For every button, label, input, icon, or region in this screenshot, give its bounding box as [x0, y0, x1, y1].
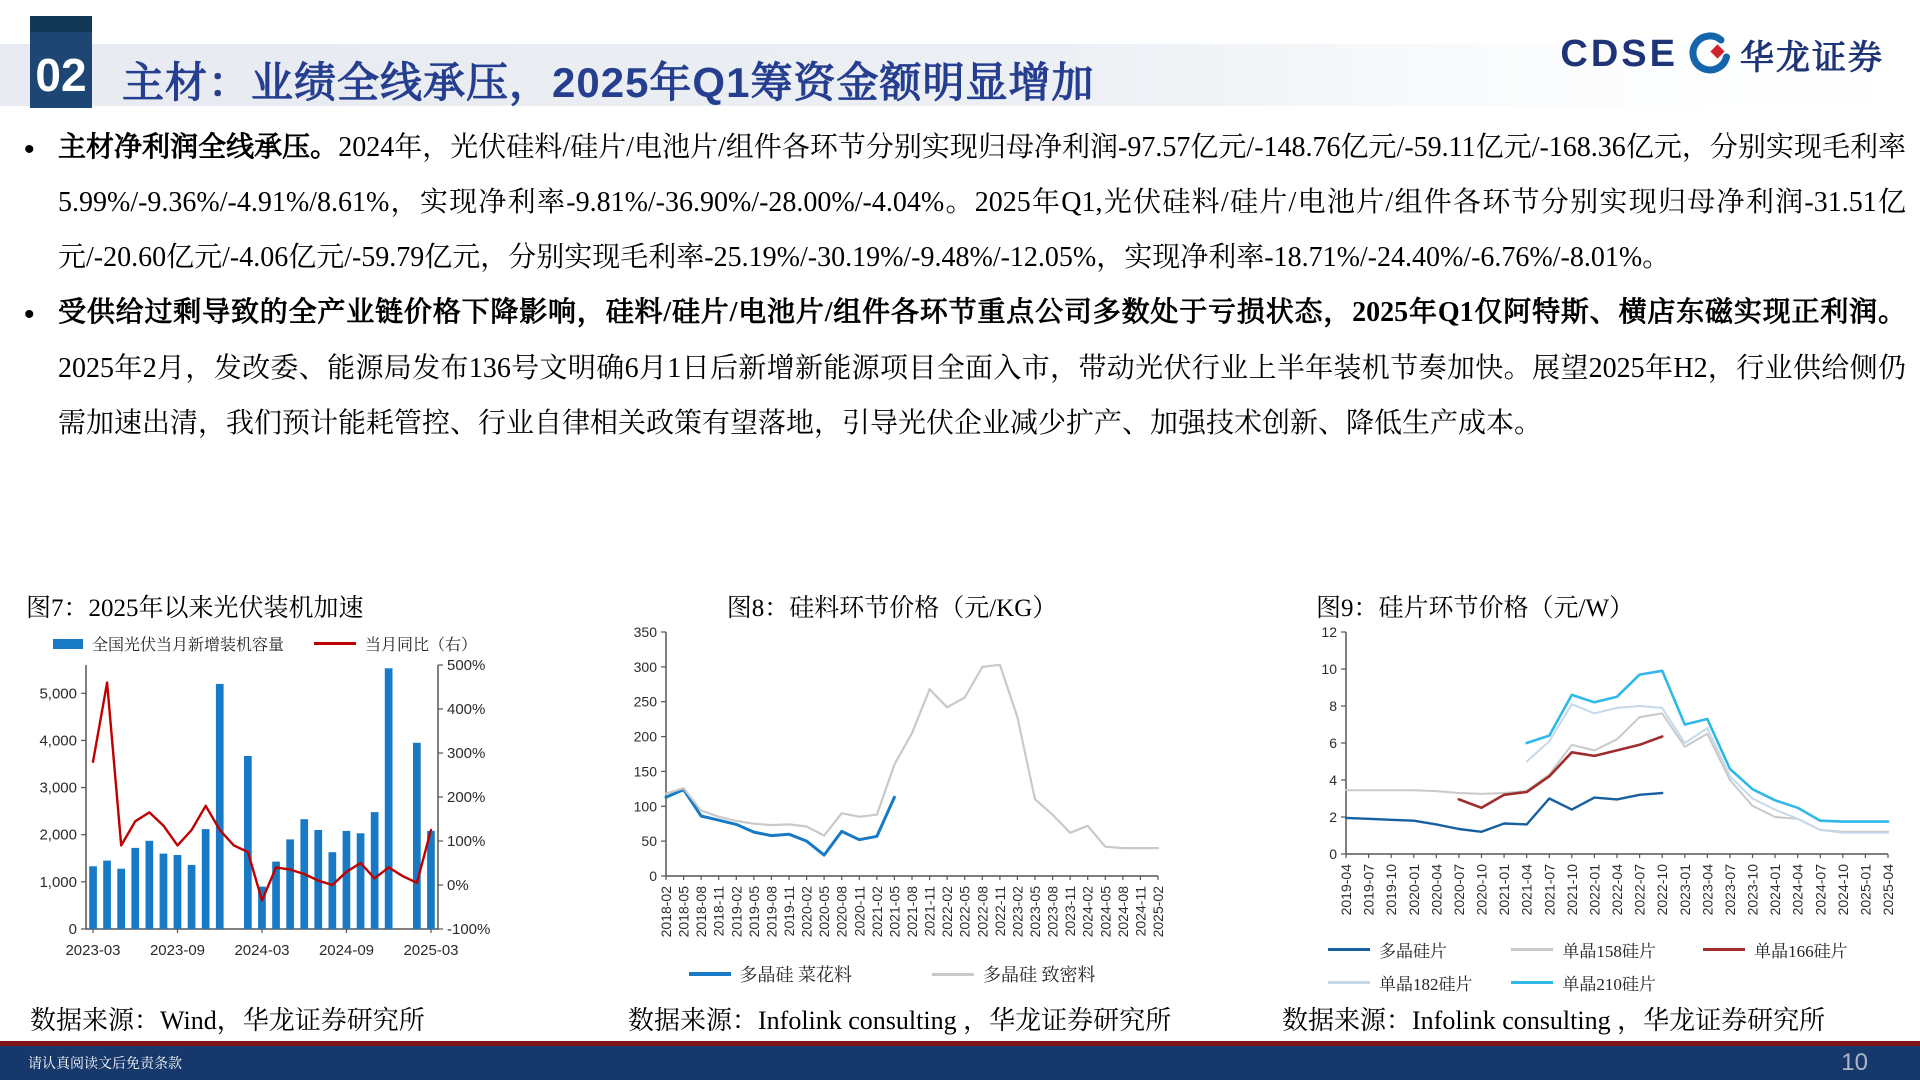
chart8-canvas [612, 624, 1172, 956]
company-logo [1560, 30, 1884, 79]
svg-text:0: 0 [649, 868, 657, 884]
svg-text:2019-05: 2019-05 [745, 886, 762, 938]
svg-text:2024-02: 2024-02 [1079, 886, 1096, 938]
svg-text:300%: 300% [447, 745, 486, 762]
svg-text:2022-05: 2022-05 [956, 886, 973, 938]
bullet-text: 2024年，光伏硅料/硅片/电池片/组件各环节分别实现归母净利润-97.57亿元/-148.76亿元/-59.11亿元/-168.36亿元，分别实现毛利率5.99%/-9.36%/-4.91%/8.61%，实现净利率-9.81%/-36.90%/-28.00%/-4.04%。2025年Q1,光伏硅料/硅片/电池片/组件各环节分别实现归母净利润-31.51亿元/-20.60亿元/-4.06亿元/-59.79亿元，分别实现毛利率-25.19%/-30.19%/-9.48%/-12.05%，实现净利率-18.71%/-24.40%/-6.76%/-8.01%。 [58, 132, 1906, 274]
svg-text:100: 100 [633, 798, 657, 815]
svg-text:8: 8 [1329, 698, 1337, 714]
bullet-text-bold: 主材净利润全线承压。 [58, 132, 339, 163]
svg-text:2020-02: 2020-02 [798, 886, 815, 938]
svg-text:300: 300 [633, 658, 657, 675]
svg-text:50: 50 [641, 833, 657, 850]
legend-item [1328, 970, 1505, 995]
footer-bar [0, 1046, 1920, 1080]
legend-item [1511, 970, 1697, 995]
legend-item [53, 632, 284, 655]
legend-label: 单晶182硅片 [1379, 975, 1473, 994]
svg-text:2019-07: 2019-07 [1360, 864, 1377, 916]
section-number-badge [30, 16, 92, 108]
svg-text:2022-08: 2022-08 [974, 886, 991, 938]
svg-text:2023-11: 2023-11 [1062, 886, 1079, 937]
chart-wafer-price [1298, 588, 1906, 995]
legend-item [1328, 937, 1505, 962]
svg-text:2024-01: 2024-01 [1767, 864, 1784, 916]
svg-text:2022-01: 2022-01 [1586, 864, 1603, 916]
legend-label: 当月同比（右） [365, 637, 478, 654]
svg-text:150: 150 [633, 763, 657, 780]
bar-swatch [53, 639, 83, 649]
chart-pv-installations [26, 588, 504, 972]
svg-text:2024-08: 2024-08 [1114, 886, 1131, 938]
svg-text:1,000: 1,000 [39, 873, 77, 891]
svg-text:2020-04: 2020-04 [1428, 864, 1445, 916]
svg-text:2018-11: 2018-11 [710, 886, 727, 937]
svg-text:-100%: -100% [447, 921, 491, 938]
source-chart7: 数据来源：Wind，华龙证券研究所 [30, 1006, 425, 1035]
svg-text:2025-02: 2025-02 [1150, 886, 1166, 938]
line-swatch [932, 973, 974, 976]
legend-label: 多晶硅 菜花料 [739, 965, 852, 985]
svg-text:4: 4 [1329, 772, 1337, 788]
svg-text:10: 10 [1321, 661, 1337, 677]
svg-text:400%: 400% [447, 701, 486, 718]
svg-text:12: 12 [1321, 624, 1337, 640]
svg-text:2023-02: 2023-02 [1009, 886, 1026, 938]
svg-text:2018-08: 2018-08 [693, 886, 710, 938]
legend-item [314, 632, 477, 655]
svg-text:3,000: 3,000 [39, 779, 77, 797]
bullet-text-bold: 受供给过剩导致的全产业链价格下降影响，硅料/硅片/电池片/组件各环节重点公司多数处于亏损状态，2025年Q1仅阿特斯、横店东磁实现正利润。 [58, 297, 1906, 329]
line-swatch [314, 642, 356, 645]
svg-text:6: 6 [1329, 735, 1337, 751]
svg-text:2021-02: 2021-02 [868, 886, 885, 938]
svg-text:2020-08: 2020-08 [833, 886, 850, 938]
line-swatch [1328, 948, 1370, 951]
svg-text:2: 2 [1329, 809, 1337, 825]
legend-label: 多晶硅片 [1379, 942, 1447, 961]
svg-text:2021-08: 2021-08 [904, 886, 920, 938]
chart8-legend [612, 961, 1172, 987]
svg-text:2,000: 2,000 [39, 826, 77, 844]
svg-text:2021-05: 2021-05 [886, 886, 903, 938]
svg-text:2024-07: 2024-07 [1812, 864, 1829, 916]
svg-text:4,000: 4,000 [39, 732, 77, 750]
bullet-main-profit [14, 120, 1906, 285]
svg-text:2020-05: 2020-05 [816, 886, 833, 938]
svg-text:200: 200 [633, 728, 657, 745]
legend-label: 单晶166硅片 [1754, 942, 1848, 961]
svg-text:2020-07: 2020-07 [1450, 864, 1467, 916]
svg-text:2021-04: 2021-04 [1518, 864, 1535, 916]
svg-text:2025-03: 2025-03 [403, 942, 459, 959]
svg-text:2022-10: 2022-10 [1654, 864, 1671, 916]
legend-label: 多晶硅 致密料 [983, 965, 1096, 985]
chart9-canvas [1298, 624, 1906, 930]
chart9-title: 图9：硅片环节价格（元/W） [1316, 595, 1635, 622]
line-swatch [1511, 981, 1553, 984]
svg-text:2022-02: 2022-02 [939, 886, 956, 938]
legend-item [932, 961, 1096, 987]
svg-text:0: 0 [68, 921, 77, 938]
svg-text:2024-03: 2024-03 [234, 942, 290, 959]
svg-text:2020-11: 2020-11 [851, 886, 868, 937]
legend-label: 单晶210硅片 [1562, 975, 1656, 994]
svg-text:2019-02: 2019-02 [728, 886, 745, 938]
svg-text:2023-01: 2023-01 [1676, 864, 1693, 916]
svg-text:2022-04: 2022-04 [1609, 864, 1625, 916]
section-number: 02 [35, 49, 87, 101]
svg-text:2024-05: 2024-05 [1097, 886, 1114, 938]
logo-latin-text: CDSE [1560, 33, 1678, 75]
svg-text:2019-08: 2019-08 [763, 886, 780, 938]
chart-polysilicon-price [612, 588, 1172, 987]
svg-text:2024-11: 2024-11 [1132, 886, 1149, 937]
svg-text:2021-07: 2021-07 [1541, 864, 1558, 916]
bullet-supply-outlook [14, 285, 1906, 450]
body-text [14, 120, 1906, 451]
legend-label: 单晶158硅片 [1562, 942, 1656, 961]
svg-text:2022-11: 2022-11 [991, 886, 1008, 937]
svg-text:0%: 0% [447, 877, 469, 894]
legend-item [1511, 937, 1697, 962]
svg-text:2023-08: 2023-08 [1044, 886, 1061, 938]
svg-text:500%: 500% [447, 657, 486, 674]
svg-text:2019-04: 2019-04 [1338, 864, 1354, 916]
svg-text:350: 350 [633, 624, 657, 640]
chart7-legend [26, 632, 504, 655]
svg-text:2018-02: 2018-02 [658, 886, 674, 938]
svg-text:2023-09: 2023-09 [149, 942, 206, 959]
svg-text:2023-03: 2023-03 [65, 942, 121, 959]
svg-text:100%: 100% [447, 833, 486, 850]
legend-item [689, 961, 853, 987]
svg-text:2022-07: 2022-07 [1631, 864, 1648, 916]
line-swatch [689, 972, 731, 976]
svg-text:2024-10: 2024-10 [1834, 864, 1851, 916]
svg-text:2023-10: 2023-10 [1744, 864, 1761, 916]
svg-text:2019-10: 2019-10 [1383, 864, 1400, 916]
source-chart9: 数据来源：Infolink consulting ，华龙证券研究所 [1282, 1006, 1826, 1035]
page-title: 主材：业绩全线承压，2025年Q1筹资金额明显增加 [122, 59, 1095, 106]
line-swatch [1511, 948, 1553, 951]
svg-text:200%: 200% [447, 789, 486, 806]
svg-text:2018-05: 2018-05 [675, 886, 692, 938]
svg-text:0: 0 [1329, 846, 1337, 862]
chart7-title: 图7：2025年以来光伏装机加速 [26, 595, 364, 622]
chart7-canvas [26, 655, 504, 967]
chart8-title: 图8：硅料环节价格（元/KG） [726, 595, 1058, 622]
svg-text:2025-01: 2025-01 [1857, 864, 1874, 916]
hualong-logo-icon [1686, 32, 1732, 78]
svg-text:2021-10: 2021-10 [1563, 864, 1580, 916]
line-swatch [1703, 948, 1745, 951]
svg-text:2019-11: 2019-11 [781, 886, 797, 937]
svg-text:2023-07: 2023-07 [1721, 864, 1738, 916]
bullet-text: 2025年2月，发改委、能源局发布136号文明确6月1日后新增新能源项目全面入市，带动光伏行业上半年装机节奏加快。展望2025年H2，行业供给侧仍需加速出清，我们预计能耗管控、行业自律相关政策有望落地，引导光伏企业减少扩产、加强技术创新、降低生产成本。 [58, 352, 1906, 439]
svg-text:250: 250 [633, 693, 657, 710]
line-swatch [1328, 981, 1370, 984]
svg-text:2023-05: 2023-05 [1027, 886, 1043, 938]
svg-text:2023-04: 2023-04 [1699, 864, 1716, 916]
footer-disclaimer: 请认真阅读文后免责条款 [28, 1055, 182, 1071]
svg-text:2020-10: 2020-10 [1473, 864, 1490, 916]
svg-text:2021-11: 2021-11 [921, 886, 938, 937]
svg-text:2025-04: 2025-04 [1880, 864, 1896, 916]
svg-text:2021-01: 2021-01 [1496, 864, 1513, 916]
source-chart8: 数据来源：Infolink consulting ，华龙证券研究所 [628, 1006, 1172, 1035]
svg-text:5,000: 5,000 [39, 685, 77, 703]
logo-chinese-text: 华龙证券 [1740, 39, 1884, 77]
legend-label: 全国光伏当月新增装机容量 [91, 637, 284, 654]
svg-text:2020-01: 2020-01 [1405, 864, 1422, 916]
svg-text:2024-04: 2024-04 [1789, 864, 1806, 916]
svg-text:2024-09: 2024-09 [318, 942, 375, 959]
chart9-legend [1298, 937, 1906, 995]
page-number: 10 [1841, 1049, 1868, 1076]
legend-item [1703, 937, 1872, 962]
